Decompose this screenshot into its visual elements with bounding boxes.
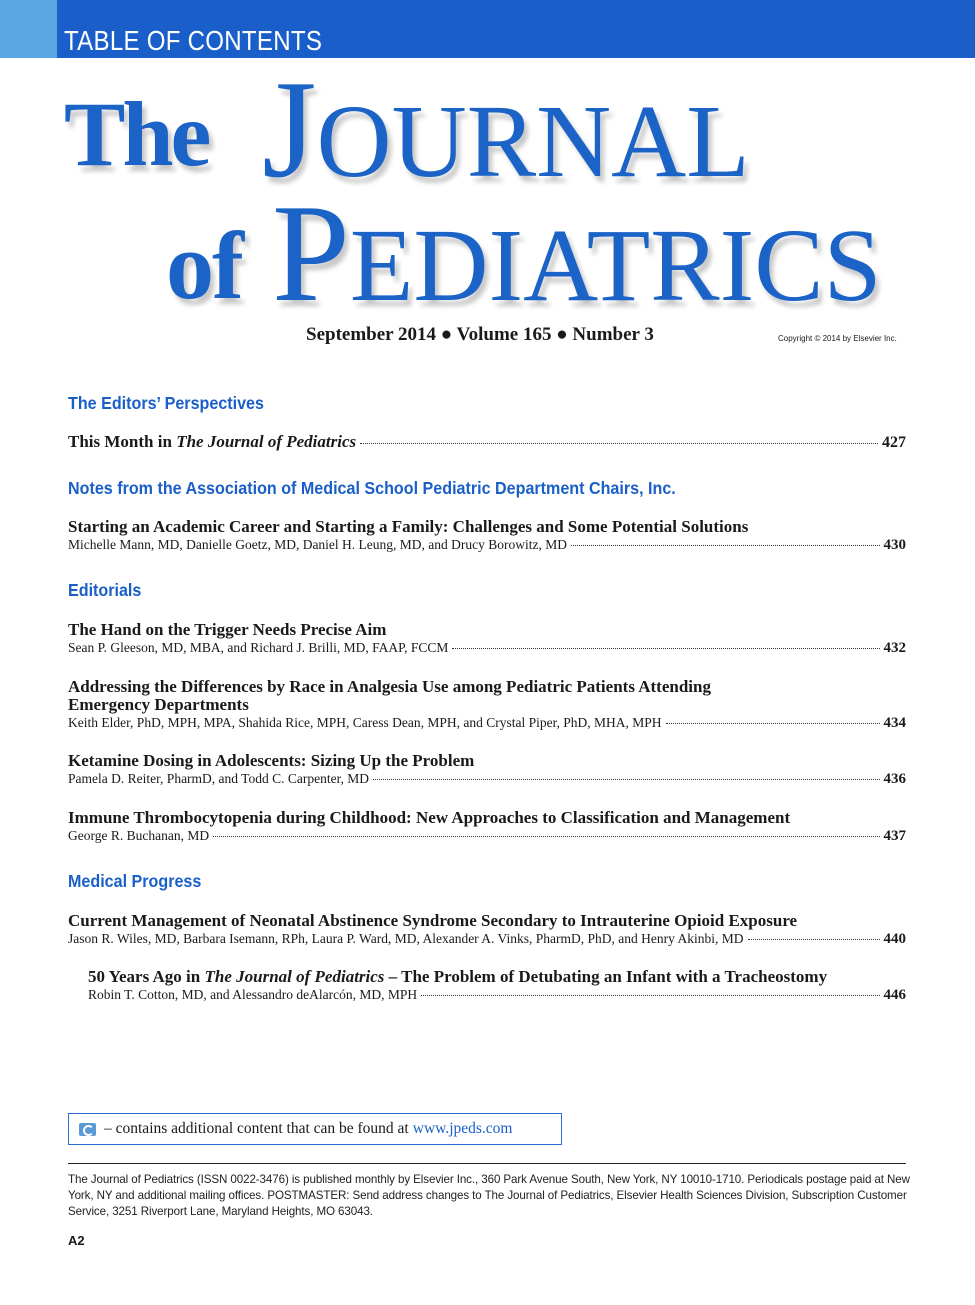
banner-label: TABLE OF CONTENTS xyxy=(64,25,323,56)
entry-authors: Pamela D. Reiter, PharmD, and Todd C. Carpenter, MD xyxy=(68,771,370,786)
entry-authors: Jason R. Wiles, MD, Barbara Isemann, RPh, Laura P. Ward, MD, Alexander A. Vinks, PharmD, PhD, and Henry Akinbi, MD xyxy=(68,931,744,946)
masthead-of: of xyxy=(166,212,242,319)
entry-title xyxy=(88,968,906,986)
toc-entry-this-month[interactable] xyxy=(68,432,906,453)
entry-title: Current Management of Neonatal Abstinence Syndrome Secondary to Intrauterine Opioid Exposure xyxy=(68,911,798,930)
page-number: 434 xyxy=(883,715,906,731)
dot-leader xyxy=(421,995,879,996)
toc-entry-thrombocytopenia[interactable] xyxy=(68,809,906,845)
page-number: 437 xyxy=(883,828,906,844)
toc-line xyxy=(68,827,906,845)
toc-line xyxy=(68,770,906,788)
page-number: 430 xyxy=(883,537,906,553)
toc-line xyxy=(68,714,906,732)
entry-authors: Sean P. Gleeson, MD, MBA, and Richard J. Brilli, MD, FAAP, FCCM xyxy=(68,640,449,655)
masthead-journal-cap: J xyxy=(262,52,317,207)
footer-divider xyxy=(68,1163,906,1164)
page-number: 440 xyxy=(883,931,906,947)
entry-title: The Hand on the Trigger Needs Precise Aim xyxy=(68,620,387,639)
dot-leader xyxy=(748,939,880,940)
toc-line xyxy=(68,536,906,554)
entry-authors: Michelle Mann, MD, Danielle Goetz, MD, Daniel H. Leung, MD, and Drucy Borowitz, MD xyxy=(68,537,568,552)
additional-content-note xyxy=(68,1113,562,1145)
page-number: 436 xyxy=(883,771,906,787)
footnote-text: – contains additional content that can be found at xyxy=(104,1120,409,1137)
toc-entry-academic-career[interactable] xyxy=(68,518,906,554)
entry-title-suffix: – The Problem of Detubating an Infant with a Tracheostomy xyxy=(384,967,828,986)
entry-journal-name: The Journal of Pediatrics xyxy=(176,432,357,451)
entry-authors: George R. Buchanan, MD xyxy=(68,828,210,843)
dot-leader xyxy=(571,545,879,546)
dot-leader xyxy=(213,836,879,837)
dot-leader xyxy=(360,443,878,444)
section-editors-perspectives: The Editors’ Perspectives xyxy=(68,393,264,413)
page-number: 432 xyxy=(883,640,906,656)
entry-title-prefix: 50 Years Ago in xyxy=(88,967,205,986)
entry-title: Immune Thrombocytopenia during Childhood: New Approaches to Classification and Management xyxy=(68,808,791,827)
masthead-the: The xyxy=(64,83,209,185)
dot-leader xyxy=(373,779,879,780)
section-medical-progress: Medical Progress xyxy=(68,871,202,891)
e-content-icon xyxy=(79,1123,96,1136)
issue-info xyxy=(0,324,975,350)
issue-line: September 2014 ● Volume 165 ● Number 3 xyxy=(306,324,654,345)
copyright-notice: Copyright © 2014 by Elsevier Inc. xyxy=(778,334,897,343)
toc-line xyxy=(88,986,906,1004)
banner-swatch xyxy=(0,0,57,58)
entry-authors: Robin T. Cotton, MD, and Alessandro deAlarcón, MD, MPH xyxy=(88,987,418,1002)
masthead-journal-rest: OURNAL xyxy=(316,84,750,199)
toc-entry-fifty-years-ago[interactable] xyxy=(88,968,906,1004)
header-banner xyxy=(0,0,975,58)
toc-line xyxy=(68,930,906,948)
masthead-pediatrics-cap: P xyxy=(272,176,350,331)
dot-leader xyxy=(452,648,879,649)
masthead-pediatrics-rest: EDIATRICS xyxy=(349,208,882,323)
masthead-pediatrics xyxy=(272,176,882,331)
toc-entry-race-analgesia[interactable] xyxy=(68,678,906,732)
entry-title-line-2: Emergency Departments xyxy=(68,695,249,714)
entry-title-line-1: Addressing the Differences by Race in Analgesia Use among Pediatric Patients Attending xyxy=(68,677,711,696)
toc-entry-ketamine[interactable] xyxy=(68,752,906,788)
journal-masthead xyxy=(0,52,975,331)
page-number-footer: A2 xyxy=(68,1233,85,1248)
entry-title-prefix: This Month in xyxy=(68,432,177,451)
section-notes: Notes from the Association of Medical School Pediatric Department Chairs, Inc. xyxy=(68,478,676,498)
page-number: 427 xyxy=(882,434,906,451)
entry-authors: Keith Elder, PhD, MPH, MPA, Shahida Rice, MPH, Caress Dean, MPH, and Crystal Piper, PhD, MHA, MPH xyxy=(68,715,662,730)
toc-entry-neonatal[interactable] xyxy=(68,912,906,948)
publication-info: The Journal of Pediatrics (ISSN 0022-3476) is published monthly by Elsevier Inc., 360 Park Avenue South, New York, NY 10010-1710. Periodicals postage paid at New York, NY and additional mailing offices. POSTMASTER: Send address changes to The Journal of Pediatrics, Elsevier Health Sciences Division, Subscription Customer Service, 3251 Riverport Lane, Maryland Heights, MO 63043. xyxy=(68,1173,910,1218)
entry-journal-name: The Journal of Pediatrics xyxy=(204,967,385,986)
toc-line xyxy=(68,639,906,657)
dot-leader xyxy=(666,723,880,724)
toc-line xyxy=(68,432,906,453)
entry-title: Ketamine Dosing in Adolescents: Sizing Up the Problem xyxy=(68,751,475,770)
jpeds-link[interactable]: www.jpeds.com xyxy=(412,1120,513,1137)
section-editorials: Editorials xyxy=(68,580,142,600)
entry-title: Starting an Academic Career and Starting a Family: Challenges and Some Potential Solutions xyxy=(68,517,749,536)
toc-entry-trigger[interactable] xyxy=(68,621,906,657)
page-number: 446 xyxy=(883,987,906,1003)
entry-title xyxy=(68,432,356,452)
